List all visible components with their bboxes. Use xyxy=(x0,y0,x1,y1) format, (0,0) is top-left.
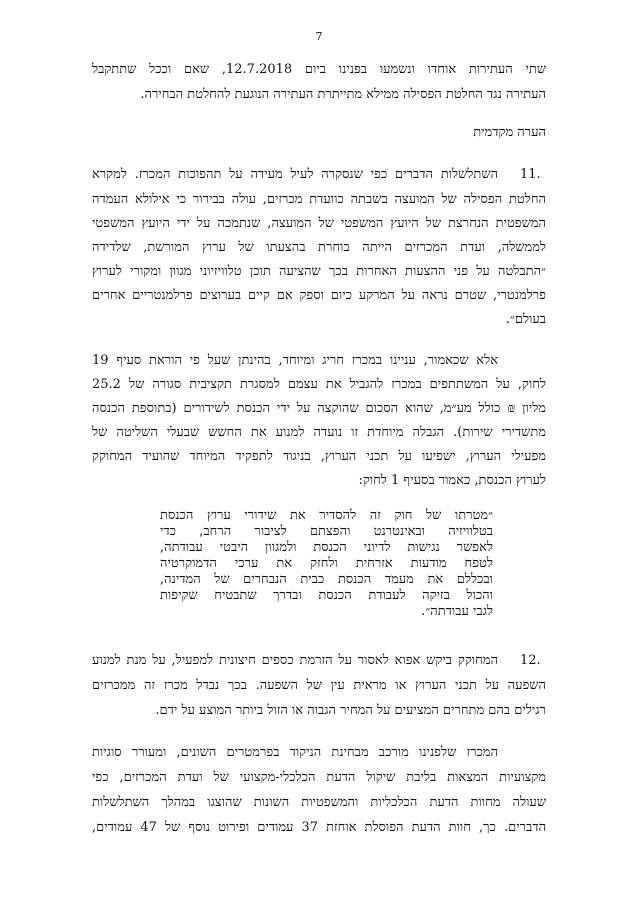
para-last-line-2: מקצועיות המצאות בליבת שיקול הדעת הכלכלי-מקצועי של ועדת המכרזים, כפי xyxy=(92,770,546,785)
para11-line-2: החלטת הפסילה של המועצה בשבתה כוועדת מכרזים, עולה בבירור כי אילולא העמדה xyxy=(92,192,546,207)
page-number: 7 xyxy=(315,30,323,43)
para12-line-3: רגילים בהם מתחרים המציעים על המחיר הגבוה או הזול ביותר המוצע על ידם. xyxy=(155,703,546,718)
para19-line-3: מליון ₪ כולל מע״מ, שהוא הסכום שהוקצה על ידי הכנסת לשידורים (בתוספת הכנסה xyxy=(92,401,546,416)
quote-line: בטלוויזיה ובאינטרנט והפצתם לציבור הרחב, כדי xyxy=(160,524,493,539)
quote-line: ״מטרתו של חוק זה להסדיר את שידורי ערוץ הכנסת xyxy=(160,508,493,523)
para19-line-2: לחוק, על המשתתפים במכרז להגביל את עצמם למסגרת תקציבית סגורה של 25.2 xyxy=(92,377,546,392)
para19-line-1: אלא שכאמור, עניינו במכרז חריג ומיוחד, בהינתן שעל פי הוראת סעיף 19 xyxy=(92,353,498,368)
para19-line-6: לערוץ הכנסת, כאמור בסעיף 1 לחוק: xyxy=(358,473,546,488)
quote-line: לאפשר נגישות לדיוני הכנסת ולמגוון היבטי עבודתה, xyxy=(160,540,493,555)
para11-line-4: לממשלה, ועדת המכרזים הייתה בוחרת בהצעתו של ערוץ המורשת, שלדידה xyxy=(92,240,546,255)
para19-line-4: מתשדירי שירות). הגבלה מיוחדת זו נועדה למנוע את החשש שבעלי השליטה של xyxy=(92,425,546,440)
para12-line-1: המחוקק ביקש אפוא לאסור על הזרמת כספים חיצונית למפעיל, על מנת למנוע xyxy=(92,653,499,668)
para11-line-5: ״התבלטה על פני ההצעות האחרות בכך שהציעה תוכן טלוויזיוני מגוון ומקורי לערוץ xyxy=(92,264,546,279)
quote-line: לטפח מודעות אזרחית ולחזק את ערכי הדמוקרטיה xyxy=(160,556,493,571)
para11-line-3: המשפטית הנחרצת של היועץ המשפטי של המועצה, שנתמכה על ידי היועץ המשפטי xyxy=(92,216,546,231)
intro-line-2: העתירה נגד החלטת הפסילה ממילא מתייתרת העתירה הנוגעת להחלטת הבחירה. xyxy=(140,87,546,102)
para-last-line-4: הדברים. כך, חוות הדעת הפוסלת אוחזת 37 עמודים ופירוט נוסף של 47 עמודים, xyxy=(92,820,546,835)
intro-line-1: שתי העתירות אוחדו ונשמעו בפנינו ביום 12.7.2018, שאם וככל שתתקבל xyxy=(92,62,546,77)
quote-line: והכול בזיקה לעבודת הכנסת ובדרך שתבטיח שקיפות xyxy=(160,588,493,603)
para11-line-6: פרלמנטרי, שטרם נראה על המרקע כיום וספק אם קיים בערוצים פרלמנטריים אחרים xyxy=(92,288,546,303)
section-heading: הערה מקדמית xyxy=(473,125,546,140)
quote-line: ובכללם את מעמד הכנסת כבית הנבחרים של המדינה, xyxy=(160,572,493,587)
quote-line: לגבי עבודתה״. xyxy=(421,604,493,619)
paragraph-number-11: 11. xyxy=(520,167,541,182)
para-last-line-3: שעולה מחוות הדעת הכלכליות והמשפטיות השונות שהוצגו במהלך השתלשלות xyxy=(92,795,546,810)
para11-line-1: השתלשלות הדברים כפי שנסקרה לעיל מעידה על תהפוכות המכרז. למקרא xyxy=(92,167,498,182)
para19-line-5: מפעילי הערוץ, ישפיעו על תכני הערוץ, בניגוד לתפקיד המיוחד שהועיד המחוקק xyxy=(92,449,546,464)
para-last-line-1: המכרז שלפנינו מורכב מבחינת הניקוד בפרמטרים השונים, ומעורר סוגיות xyxy=(92,745,498,760)
para11-line-7: בעולם״. xyxy=(505,312,546,327)
block-quote xyxy=(160,508,493,620)
para12-line-2: השפעה על תכני הערוץ או מראית עין של השפעה. בכך נבדל מכרז זה ממכרזים xyxy=(92,678,546,693)
paragraph-number-12: 12. xyxy=(520,653,541,668)
